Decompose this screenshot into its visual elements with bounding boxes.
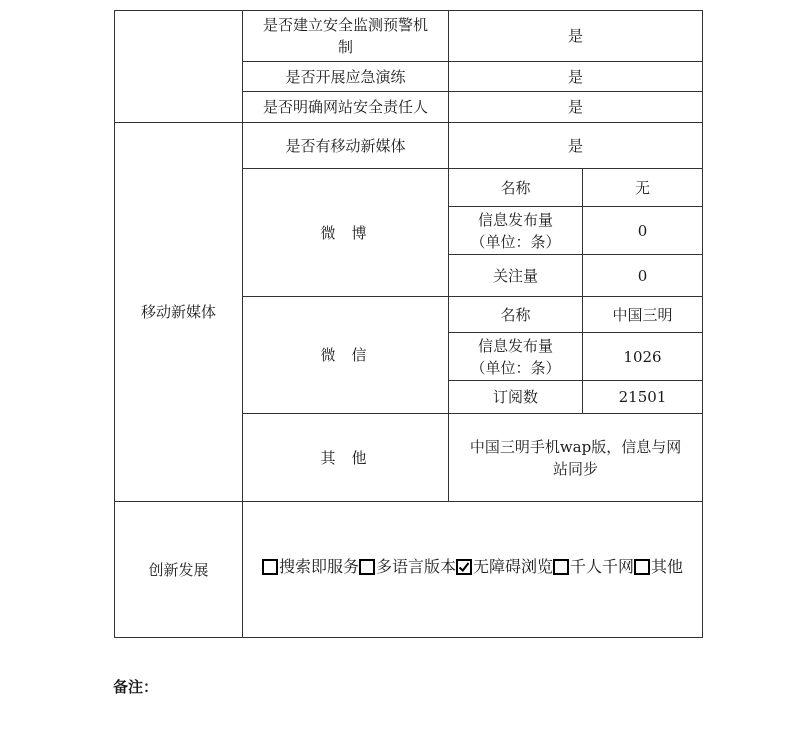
security-label: 是否开展应急演练 (243, 62, 449, 92)
innovation-options (262, 556, 683, 578)
weibo-follow-value: 0 (583, 255, 703, 297)
has-mobile-label: 是否有移动新媒体 (243, 123, 449, 169)
option-label: 多语言版本 (375, 556, 456, 576)
security-section-cell (115, 11, 243, 123)
other-label: 其他 (243, 414, 449, 502)
wechat-subs-value: 21501 (583, 381, 703, 414)
checkbox-checked[interactable] (456, 559, 472, 575)
wechat-posts-value: 1026 (583, 333, 703, 381)
checkbox[interactable] (634, 559, 650, 575)
wechat-name-value: 中国三明 (583, 297, 703, 333)
wechat-label: 微信 (243, 297, 449, 414)
weibo-name-label: 名称 (449, 169, 583, 207)
option-label: 千人千网 (570, 556, 635, 576)
checkbox[interactable] (359, 559, 375, 575)
option-label: 搜索即服务 (278, 556, 359, 576)
has-mobile-value: 是 (449, 123, 703, 169)
remark-label: 备注： (113, 678, 159, 696)
table-row (115, 502, 703, 638)
checkbox[interactable] (553, 559, 569, 575)
table-row (115, 123, 703, 169)
security-label: 是否建立安全监测预警机制 (243, 11, 449, 62)
weibo-name-value: 无 (583, 169, 703, 207)
security-value: 是 (449, 92, 703, 123)
option-label: 其他 (651, 556, 684, 576)
security-label: 是否明确网站安全责任人 (243, 92, 449, 123)
weibo-posts-value: 0 (583, 207, 703, 255)
wechat-subs-label: 订阅数 (449, 381, 583, 414)
table-row (115, 11, 703, 62)
weibo-posts-label: 信息发布量（单位：条） (449, 207, 583, 255)
check-icon (458, 561, 470, 573)
checkbox[interactable] (262, 559, 278, 575)
weibo-label: 微博 (243, 169, 449, 297)
report-table (114, 10, 703, 638)
option-label: 无障碍浏览 (473, 556, 554, 576)
other-value: 中国三明手机wap版，信息与网站同步 (449, 414, 703, 502)
wechat-posts-label: 信息发布量（单位：条） (449, 333, 583, 381)
security-value: 是 (449, 62, 703, 92)
innovation-options-cell (243, 502, 703, 638)
wechat-name-label: 名称 (449, 297, 583, 333)
security-value: 是 (449, 11, 703, 62)
mobile-section-label: 移动新媒体 (115, 123, 243, 502)
weibo-follow-label: 关注量 (449, 255, 583, 297)
innovation-section-label: 创新发展 (115, 502, 243, 638)
